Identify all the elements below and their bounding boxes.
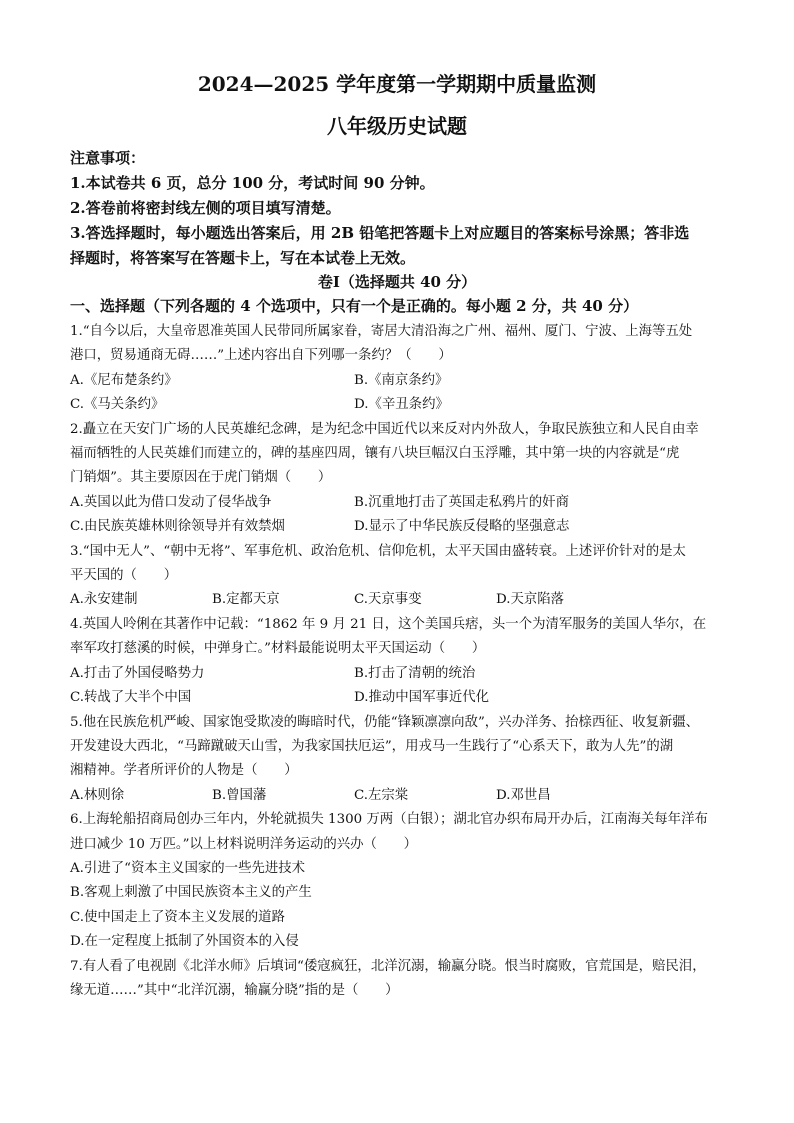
option-choice: A.永安建制 [70,592,138,608]
question-5 [70,711,730,809]
option-choice: B.沉重地打击了英国走私鸦片的奸商 [354,494,569,510]
option-choice: A.林则徐 [70,787,125,803]
notes-block [70,146,740,271]
option-choice: D.邓世昌 [496,787,551,803]
question-stem-line: 福而牺牲的人民英雄们而建立的，碑的基座四周，镶有八块巨幅汉白玉浮雕，其中第一块的内容就是“虎 [70,446,680,462]
question-3 [70,540,730,613]
option-choice: D.《辛丑条约》 [354,397,449,413]
option-choice: C.左宗棠 [354,787,409,803]
question-stem-line: 港口，贸易通商无碍……”上述内容出自下列哪一条约？（ ） [70,348,452,364]
question-stem-line: 1.“自今以后，大皇帝恩准英国人民带同所属家眷，寄居大清沿海之广州、福州、厦门、宁波、上海等五处 [70,324,693,339]
option-choice: C.天京事变 [354,592,422,608]
options [70,588,730,612]
question-stem-line: 7.有人看了电视剧《北洋水师》后填词“倭寇疯狂，北洋沉溺，输赢分晓。恨当时腐败，官荒国是，赔民泪， [70,958,706,974]
notes-item: 1.本试卷共 6 页，总分 100 分，考试时间 90 分钟。 [70,174,435,192]
options [70,662,730,711]
option-choice: B.打击了清朝的统治 [354,665,476,681]
question-stem-line: 开发建设大西北，“马蹄蹴破天山雪，为我家国扶厄运”，用戎马一生践行了“心系天下，敢为人先”的湖 [70,738,674,754]
option-choice: C.转战了大半个中国 [70,690,192,706]
question-1 [70,320,730,418]
option-choice: B.《南京条约》 [354,372,449,388]
option-choice: B.客观上刺激了中国民族资本主义的产生 [70,885,312,901]
option-choice: D.推动中国军事近代化 [354,690,490,706]
question-7 [70,955,730,1004]
exam-title: 2024—2025 学年度第一学期期中质量监测 [197,72,597,96]
option-choice: A.引进了“资本主义国家的一些先进技术 [70,860,306,876]
notes-item: 3.答选择题时，每小题选出答案后，用 2B 铅笔把答题卡上对应题目的答案标号涂黑；答非选 [70,224,690,242]
notes-item: 2.答卷前将密封线左侧的项目填写清楚。 [70,199,341,217]
question-stem-line: 缘无道……”其中“北洋沉溺，输赢分晓”指的是（ ） [70,982,399,998]
options [70,857,730,955]
options [70,491,730,540]
question-2 [70,418,730,540]
question-stem-line: 进口减少 10 万匹。”以上材料说明洋务运动的兴办（ ） [70,836,418,852]
option-choice: B.定都天京 [212,592,280,608]
question-stem-line: 5.他在民族危机严峻、国家饱受欺凌的晦暗时代，仍能“锋颖凛凛向敌”，兴办洋务、抬榇西征、收复新疆、 [70,714,700,730]
option-choice: C.使中国走上了资本主义发展的道路 [70,909,285,925]
options [70,369,730,418]
option-choice: C.《马关条约》 [70,397,165,413]
question-stem-line: 4.英国人呤俐在其著作中记载：“1862 年 9 月 21 日，这个美国兵痞，头一个为清军服务的美国人华尔，在 [70,616,707,632]
option-choice: C.由民族英雄林则徐领导并有效禁烟 [70,519,285,535]
question-stem-line: 湘精神。学者所评价的人物是（ ） [70,763,298,779]
exam-subtitle: 八年级历史试题 [327,114,467,138]
option-choice: B.曾国藩 [212,787,267,803]
question-stem-line: 门销烟”。其主要原因在于虎门销烟（ ） [70,470,332,486]
part-heading: 一、选择题（下列各题的 4 个选项中，只有一个是正确的。每小题 2 分，共 40 分） [70,297,639,315]
question-stem-line: 2.矗立在天安门广场的人民英雄纪念碑，是为纪念中国近代以来反对内外敌人，争取民族独立和人民自由幸 [70,421,699,437]
question-stem-line: 平天国的（ ） [70,568,178,584]
option-choice: D.在一定程度上抵制了外国资本的入侵 [70,934,299,950]
option-choice: A.《尼布楚条约》 [70,372,178,388]
options [70,784,730,808]
option-choice: A.英国以此为借口发动了侵华战争 [70,494,272,510]
option-choice: A.打击了外国侵略势力 [70,665,205,681]
notes-item: 择题时，将答案写在答题卡上，写在本试卷上无效。 [70,249,416,267]
option-choice: D.天京陷落 [496,592,565,608]
option-choice: D.显示了中华民族反侵略的坚强意志 [354,519,570,535]
question-4 [70,613,730,711]
question-stem-line: 率军攻打慈溪的时候，中弹身亡。”材料最能说明太平天国运动（ ） [70,641,486,657]
question-list [70,320,730,1003]
notes-heading: 注意事项： [70,149,146,167]
question-6 [70,808,730,954]
question-stem-line: 6.上海轮船招商局创办三年内，外轮就损失 1300 万两（白银）；湖北官办织布局开办后，江南海关每年洋布 [70,812,708,828]
section-heading: 卷Ⅰ（选择题共 40 分） [317,273,477,291]
question-stem-line: 3.“国中无人”、“朝中无将”、军事危机、政治危机、信仰危机，太平天国由盛转衰。上述评价针对的是太 [70,543,686,559]
